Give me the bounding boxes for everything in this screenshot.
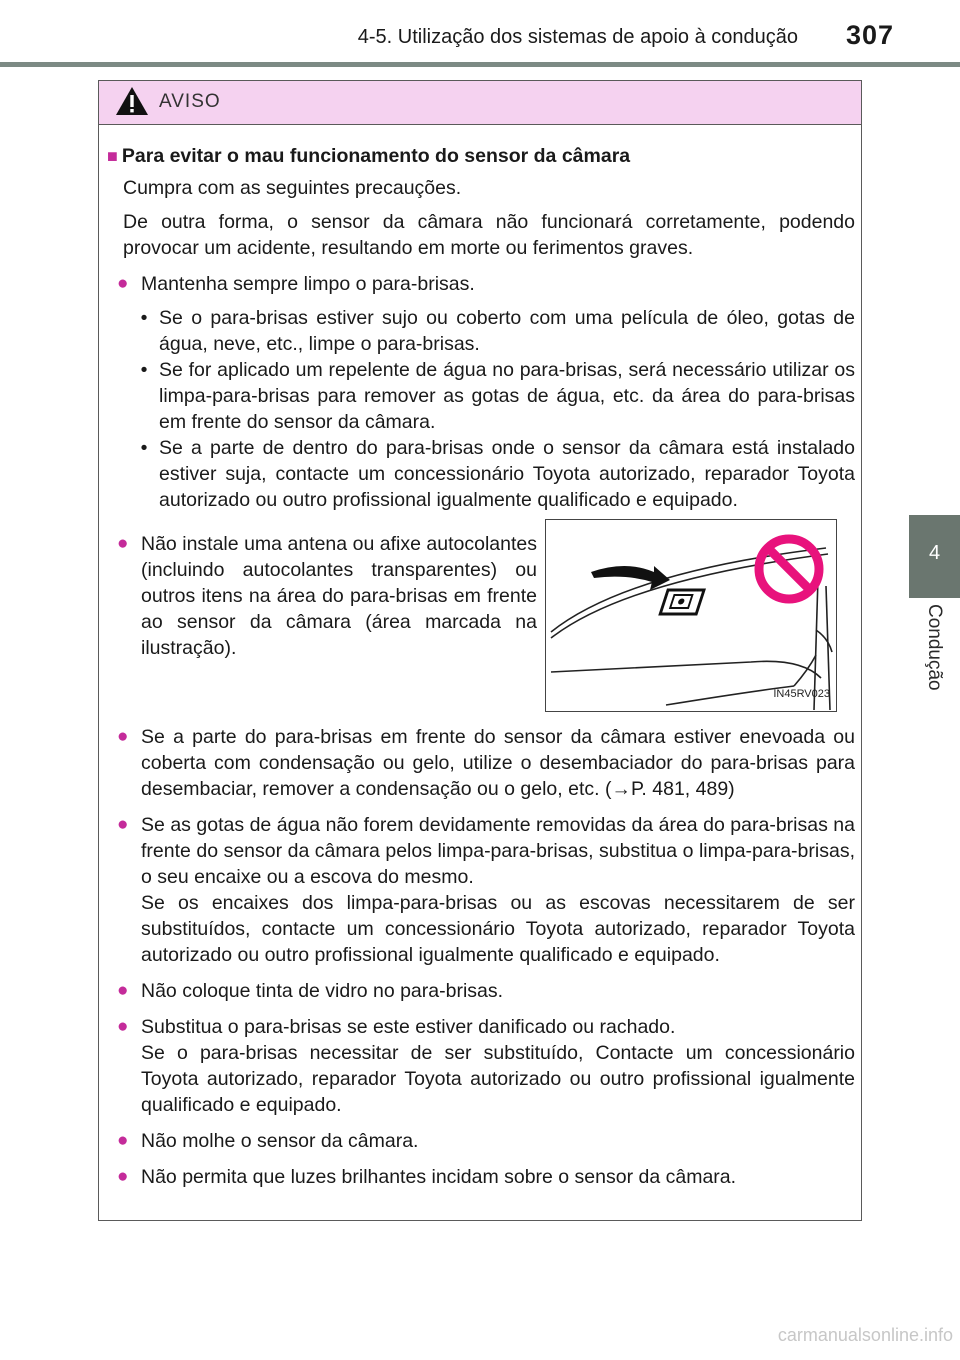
- square-bullet-icon: ■: [107, 146, 118, 166]
- round-bullet-icon: ●: [117, 980, 129, 1001]
- list-item-text: Não molhe o sensor da câmara.: [141, 1130, 419, 1152]
- round-bullet-icon: ●: [117, 1130, 129, 1151]
- illustration-code: IN45RV023: [773, 688, 830, 700]
- round-bullet-icon: ●: [117, 533, 129, 554]
- list-item-body: [141, 812, 855, 968]
- intro-text: De outra forma, o sensor da câmara não funcionará corretamente, podendo provocar um acidente, resultando em morte ou ferimentos graves.: [123, 211, 855, 259]
- list-item-text: Substitua o para-brisas se este estiver danificado ou rachado.: [141, 1016, 676, 1038]
- chapter-tab-number: 4: [928, 542, 941, 564]
- dot-bullet-icon: •: [140, 359, 148, 381]
- warning-label: AVISO: [159, 91, 221, 112]
- list-item-text: Se o para-brisas necessitar de ser substituído, Contacte um concessionário Toyota autorizado, reparador Toyota autorizado ou outro profissional igualmente qualificado e equipado.: [141, 1042, 855, 1116]
- list-item-text: Não coloque tinta de vidro no para-brisas.: [141, 980, 504, 1002]
- sub-list-item-text: Se for aplicado um repelente de água no para-brisas, será necessário utilizar os limpa-para-brisas para remover as gotas de água, etc. da área do para-brisas em frente do sensor da câmara.: [159, 359, 855, 433]
- watermark: carmanualsonline.info: [777, 1325, 953, 1345]
- round-bullet-icon: ●: [117, 814, 129, 835]
- chapter-title: 4-5. Utilização dos sistemas de apoio à condução: [357, 26, 798, 48]
- warning-content: [107, 143, 855, 1190]
- section-heading: [107, 143, 855, 169]
- round-bullet-icon: ●: [117, 726, 129, 747]
- list-item: [107, 531, 537, 712]
- chapter-tab[interactable]: [909, 515, 960, 598]
- dot-bullet-icon: •: [140, 437, 148, 459]
- list-item: [107, 724, 855, 802]
- prohibition-icon: [759, 539, 819, 599]
- sub-list-item: [107, 357, 855, 435]
- list-item-text: Não permita que luzes brilhantes incidam sobre o sensor da câmara.: [141, 1166, 737, 1188]
- warning-header: [99, 81, 861, 125]
- round-bullet-icon: ●: [117, 273, 129, 294]
- page-number: 307: [845, 20, 894, 50]
- intro-text: Cumpra com as seguintes precauções.: [123, 177, 462, 199]
- list-item-text: Se os encaixes dos limpa-para-brisas ou as escovas necessitarem de ser substituídos, contacte um concessionário Toyota autorizado, reparador Toyota autorizado ou outro profissional igualmente qualificado e equipado.: [141, 892, 855, 966]
- list-item: [107, 1128, 855, 1154]
- dot-bullet-icon: •: [140, 307, 148, 329]
- list-item-body: [141, 1014, 855, 1118]
- sub-list-item-text: Se o para-brisas estiver sujo ou coberto com uma película de óleo, gotas de água, neve, etc., limpe o para-brisas.: [159, 307, 855, 355]
- list-item: [107, 978, 855, 1004]
- list-item-text: Se as gotas de água não forem devidamente removidas da área do para-brisas na frente do sensor da câmara pelos limpa-para-brisas, substitua o limpa-para-brisas, o seu encaixe ou a escova do mesmo.: [141, 814, 855, 888]
- list-item: [107, 812, 855, 968]
- list-item: [107, 1014, 855, 1118]
- sub-list-item: [107, 305, 855, 357]
- round-bullet-icon: ●: [117, 1016, 129, 1037]
- round-bullet-icon: ●: [117, 1166, 129, 1187]
- list-item: [107, 271, 855, 297]
- header-rule: [0, 62, 960, 67]
- sub-list-item: [107, 435, 855, 513]
- list-item-text: Se a parte do para-brisas em frente do sensor da câmara estiver enevoada ou coberta com condensação ou gelo, utilize o desembaciador do para-brisas para desembaciar, remover a condensação ou o gelo, etc. (→P. 481, 489): [141, 726, 855, 800]
- warning-triangle-icon: [114, 85, 150, 117]
- warning-box: [98, 80, 862, 1221]
- sub-list-item-text: Se a parte de dentro do para-brisas onde o sensor da câmara está instalado estiver suja, contacte um concessionário Toyota autorizado, reparador Toyota autorizado ou outro profissional igualmente qualificado e equipado.: [159, 437, 855, 511]
- figure-row: [107, 519, 855, 712]
- windshield-illustration: [545, 519, 837, 712]
- chapter-tab-label: Condução: [924, 604, 945, 691]
- section-heading-text: Para evitar o mau funcionamento do sensor da câmara: [121, 145, 631, 167]
- list-item-text: Mantenha sempre limpo o para-brisas.: [141, 273, 475, 295]
- list-item-text: Não instale uma antena ou afixe autocolantes (incluindo autocolantes transparentes) ou outros itens na área do para-brisas em frente ao sensor da câmara (área marcada na ilustração).: [141, 533, 537, 659]
- list-item: [107, 1164, 855, 1190]
- sub-list: [107, 305, 855, 513]
